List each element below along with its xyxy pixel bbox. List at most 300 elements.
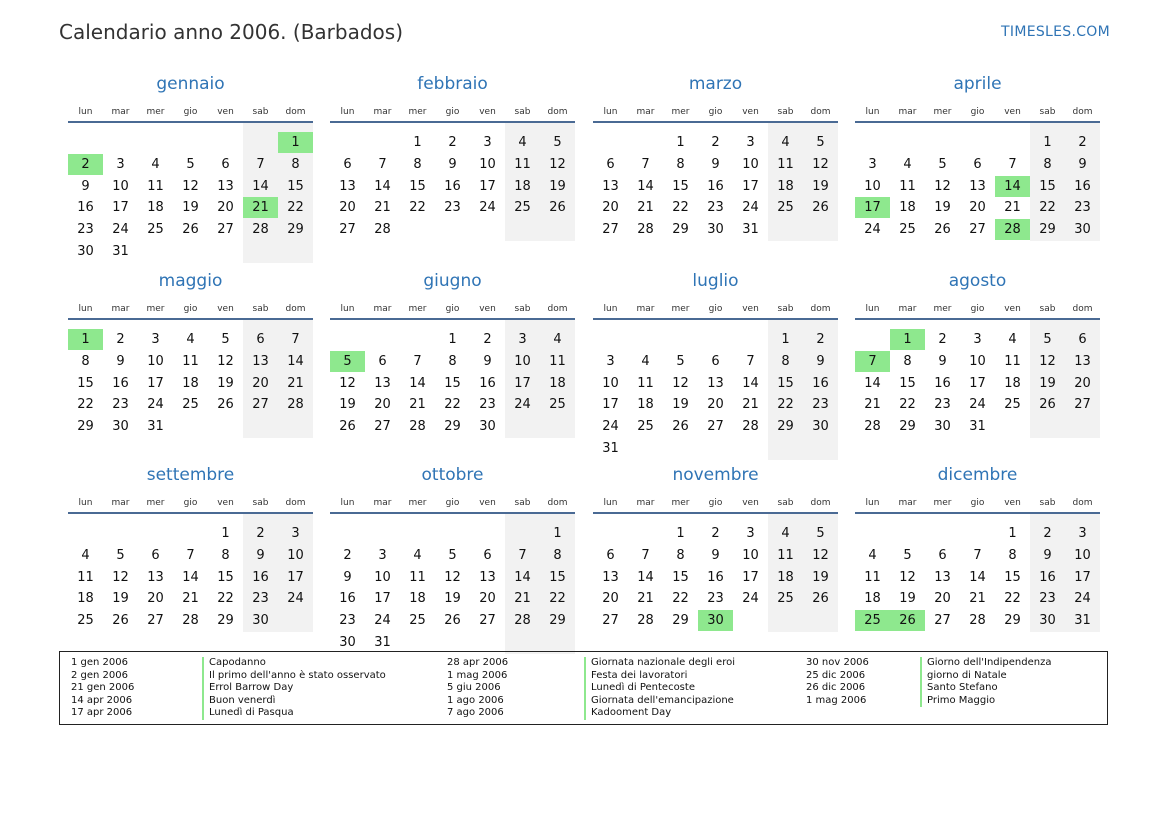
day-cell: 23	[812, 397, 829, 413]
day-cell: 17	[479, 178, 496, 194]
day-cell: 16	[1074, 178, 1091, 194]
day-cell: 17	[1074, 569, 1091, 585]
day-cell: 20	[147, 591, 164, 607]
day-cell: 22	[1004, 591, 1021, 607]
day-cell: 6	[221, 156, 230, 172]
day-cell: 3	[868, 156, 877, 172]
weekday-header: mar	[898, 498, 917, 508]
day-cell: 16	[479, 375, 496, 391]
weekday-header: sab	[777, 304, 794, 314]
day-cell: 16	[444, 178, 461, 194]
day-cell: 10	[864, 178, 881, 194]
day-cell: 28	[252, 222, 269, 238]
weekday-header: sab	[514, 107, 531, 117]
day-cell: 31	[742, 222, 759, 238]
day-cell: 11	[182, 353, 199, 369]
day-cell: 3	[606, 353, 615, 369]
legend-date: 1 mag 2006	[806, 694, 867, 706]
weekday-header: dom	[810, 304, 831, 314]
day-cell: 22	[409, 200, 426, 216]
day-cell: 18	[549, 375, 566, 391]
weekday-header: ven	[217, 304, 234, 314]
day-cell: 18	[147, 200, 164, 216]
day-cell: 12	[217, 353, 234, 369]
day-cell: 23	[707, 591, 724, 607]
day-cell: 7	[746, 353, 755, 369]
legend-holiday-name: giorno di Natale	[927, 669, 1007, 681]
day-cell: 21	[374, 200, 391, 216]
legend-date: 1 ago 2006	[447, 694, 504, 706]
day-cell: 3	[291, 526, 300, 541]
day-cell: 3	[746, 135, 755, 150]
holiday-day-cell: 1	[68, 329, 103, 350]
day-cell: 2	[816, 332, 825, 347]
weekday-header: mer	[933, 107, 952, 117]
day-cell: 27	[339, 222, 356, 238]
day-cell: 2	[448, 135, 457, 150]
day-cell: 14	[864, 375, 881, 391]
day-cell: 8	[1008, 547, 1017, 563]
day-cell: 20	[374, 397, 391, 413]
weekday-header: ven	[742, 498, 759, 508]
day-cell: 22	[77, 397, 94, 413]
day-cell: 11	[409, 569, 426, 585]
day-cell: 29	[672, 222, 689, 238]
day-cell: 24	[602, 419, 619, 435]
legend-date: 28 apr 2006	[447, 657, 509, 668]
day-cell: 23	[112, 397, 129, 413]
holiday-day-cell: 5	[330, 351, 365, 372]
day-cell: 2	[116, 332, 125, 347]
day-cell: 25	[77, 613, 94, 629]
day-cell: 7	[291, 332, 300, 347]
day-cell: 4	[1008, 332, 1017, 347]
day-cell: 18	[637, 397, 654, 413]
day-cell: 1	[553, 526, 562, 541]
day-cell: 24	[742, 200, 759, 216]
day-cell: 21	[409, 397, 426, 413]
legend-date: 17 apr 2006	[71, 707, 133, 719]
day-cell: 8	[781, 353, 790, 369]
day-cell: 17	[147, 375, 164, 391]
day-cell: 5	[553, 135, 562, 150]
day-cell: 6	[483, 547, 492, 563]
day-cell: 6	[606, 547, 615, 563]
day-cell: 5	[816, 135, 825, 150]
legend-column-3-dates	[806, 657, 869, 707]
month-name: maggio	[158, 271, 223, 291]
weekday-header: sab	[514, 498, 531, 508]
day-cell: 18	[864, 591, 881, 607]
day-cell: 23	[1074, 200, 1091, 216]
day-cell: 5	[186, 156, 195, 172]
legend-date: 21 gen 2006	[71, 682, 135, 694]
legend-column-2-names	[591, 657, 735, 720]
weekday-header: gio	[970, 498, 985, 508]
weekday-header: lun	[603, 304, 618, 314]
day-cell: 29	[549, 613, 566, 629]
weekday-header: gio	[445, 304, 460, 314]
day-cell: 10	[479, 156, 496, 172]
legend-date: 2 gen 2006	[71, 669, 129, 681]
day-cell: 1	[676, 526, 685, 541]
day-cell: 11	[777, 547, 794, 563]
day-cell: 10	[1074, 547, 1091, 563]
day-cell: 9	[711, 156, 720, 172]
weekday-header: sab	[777, 498, 794, 508]
day-cell: 26	[1039, 397, 1056, 413]
day-cell: 9	[116, 353, 125, 369]
weekday-header: dom	[285, 107, 306, 117]
day-cell: 25	[549, 397, 566, 413]
weekday-header: gio	[183, 498, 198, 508]
weekday-header: ven	[217, 107, 234, 117]
day-cell: 22	[899, 397, 916, 413]
weekday-header: mer	[146, 304, 165, 314]
day-cell: 13	[217, 178, 234, 194]
day-cell: 8	[676, 156, 685, 172]
day-cell: 20	[707, 397, 724, 413]
day-cell: 4	[518, 135, 527, 150]
day-cell: 3	[151, 332, 160, 347]
day-cell: 14	[287, 353, 304, 369]
day-cell: 11	[514, 156, 531, 172]
holiday-day-cell: 28	[995, 219, 1030, 240]
day-cell: 8	[1043, 156, 1052, 172]
day-cell: 18	[777, 569, 794, 585]
day-cell: 20	[217, 200, 234, 216]
weekday-header: ven	[1004, 498, 1021, 508]
day-cell: 25	[777, 200, 794, 216]
day-cell: 6	[711, 353, 720, 369]
day-cell: 1	[221, 526, 230, 541]
day-cell: 12	[549, 156, 566, 172]
day-cell: 8	[291, 156, 300, 172]
weekday-header: gio	[183, 304, 198, 314]
day-cell: 25	[899, 222, 916, 238]
day-cell: 22	[1039, 200, 1056, 216]
day-cell: 23	[77, 222, 94, 238]
month-name: giugno	[423, 271, 482, 291]
day-cell: 21	[287, 375, 304, 391]
legend-column-2-dates	[447, 657, 508, 720]
day-cell: 14	[374, 178, 391, 194]
day-cell: 21	[969, 591, 986, 607]
day-cell: 15	[409, 178, 426, 194]
weekday-header: dom	[1072, 304, 1093, 314]
day-cell: 5	[448, 547, 457, 563]
weekday-header: ven	[217, 498, 234, 508]
day-cell: 7	[256, 156, 265, 172]
day-cell: 7	[413, 353, 422, 369]
day-cell: 21	[514, 591, 531, 607]
day-cell: 9	[81, 178, 90, 194]
day-cell: 7	[641, 156, 650, 172]
holiday-day-cell: 1	[890, 329, 925, 350]
day-cell: 8	[221, 547, 230, 563]
day-cell: 8	[81, 353, 90, 369]
day-cell: 22	[777, 397, 794, 413]
day-cell: 31	[374, 635, 391, 650]
day-cell: 10	[602, 375, 619, 391]
weekday-header: sab	[252, 498, 269, 508]
weekday-header: sab	[777, 107, 794, 117]
weekday-header: ven	[479, 304, 496, 314]
day-cell: 3	[518, 332, 527, 347]
day-cell: 16	[707, 569, 724, 585]
day-cell: 25	[1004, 397, 1021, 413]
weekday-header: gio	[445, 498, 460, 508]
day-cell: 2	[256, 526, 265, 541]
weekday-header: mar	[111, 304, 130, 314]
day-cell: 13	[252, 353, 269, 369]
day-cell: 9	[1078, 156, 1087, 172]
weekday-header: sab	[252, 107, 269, 117]
day-cell: 15	[77, 375, 94, 391]
day-cell: 5	[816, 526, 825, 541]
day-cell: 8	[676, 547, 685, 563]
day-cell: 22	[549, 591, 566, 607]
day-cell: 4	[186, 332, 195, 347]
legend-color-marker	[202, 657, 204, 720]
day-cell: 5	[1043, 332, 1052, 347]
day-cell: 20	[602, 591, 619, 607]
weekday-header: gio	[708, 304, 723, 314]
weekday-header: mar	[373, 304, 392, 314]
day-cell: 3	[1078, 526, 1087, 541]
day-cell: 26	[112, 613, 129, 629]
day-cell: 28	[637, 613, 654, 629]
weekday-header: dom	[1072, 107, 1093, 117]
day-cell: 31	[147, 419, 164, 435]
day-cell: 29	[777, 419, 794, 435]
day-cell: 6	[378, 353, 387, 369]
day-cell: 29	[1039, 222, 1056, 238]
day-cell: 22	[287, 200, 304, 216]
day-cell: 27	[602, 613, 619, 629]
weekday-header: dom	[1072, 498, 1093, 508]
day-cell: 1	[1008, 526, 1017, 541]
weekday-header: gio	[970, 107, 985, 117]
day-cell: 30	[252, 613, 269, 629]
weekday-header: mer	[671, 107, 690, 117]
day-cell: 27	[374, 419, 391, 435]
day-cell: 12	[812, 156, 829, 172]
month-name: novembre	[672, 465, 759, 485]
weekday-header: dom	[547, 107, 568, 117]
day-cell: 10	[514, 353, 531, 369]
weekday-header: gio	[708, 498, 723, 508]
weekday-header: gio	[183, 107, 198, 117]
holiday-day-cell: 1	[278, 132, 313, 153]
day-cell: 12	[812, 547, 829, 563]
day-cell: 5	[116, 547, 125, 563]
month-name: luglio	[692, 271, 739, 291]
month-name: febbraio	[417, 74, 488, 94]
day-cell: 15	[1004, 569, 1021, 585]
day-cell: 4	[903, 156, 912, 172]
day-cell: 30	[707, 222, 724, 238]
day-cell: 23	[444, 200, 461, 216]
day-cell: 27	[602, 222, 619, 238]
day-cell: 19	[899, 591, 916, 607]
day-cell: 20	[479, 591, 496, 607]
weekday-header: mar	[111, 498, 130, 508]
legend-color-marker	[920, 657, 922, 707]
day-cell: 4	[781, 526, 790, 541]
day-cell: 18	[514, 178, 531, 194]
day-cell: 9	[1043, 547, 1052, 563]
weekday-header: mar	[898, 107, 917, 117]
day-cell: 5	[676, 353, 685, 369]
day-cell: 9	[711, 547, 720, 563]
day-cell: 1	[781, 332, 790, 347]
day-cell: 26	[812, 200, 829, 216]
day-cell: 13	[602, 569, 619, 585]
day-cell: 13	[147, 569, 164, 585]
day-cell: 12	[339, 375, 356, 391]
day-cell: 22	[672, 591, 689, 607]
day-cell: 17	[742, 569, 759, 585]
weekday-header: dom	[810, 107, 831, 117]
day-cell: 21	[637, 591, 654, 607]
day-cell: 24	[112, 222, 129, 238]
day-cell: 19	[549, 178, 566, 194]
weekday-header: sab	[252, 304, 269, 314]
weekday-header: lun	[340, 304, 355, 314]
day-cell: 24	[1074, 591, 1091, 607]
weekday-header: mar	[636, 498, 655, 508]
legend-holiday-name: Capodanno	[209, 657, 266, 668]
month-name: agosto	[948, 271, 1007, 291]
holiday-day-cell: 21	[243, 197, 278, 218]
day-cell: 8	[903, 353, 912, 369]
legend-date: 26 dic 2006	[806, 682, 866, 694]
day-cell: 13	[707, 375, 724, 391]
legend-date: 1 gen 2006	[71, 657, 129, 668]
day-cell: 24	[147, 397, 164, 413]
day-cell: 18	[77, 591, 94, 607]
weekday-header: lun	[340, 107, 355, 117]
day-cell: 7	[641, 547, 650, 563]
weekday-header: ven	[1004, 304, 1021, 314]
legend-holiday-name: Kadooment Day	[591, 707, 672, 719]
day-cell: 13	[934, 569, 951, 585]
weekday-header: dom	[547, 498, 568, 508]
day-cell: 14	[969, 569, 986, 585]
weekday-header: mar	[373, 107, 392, 117]
day-cell: 28	[374, 222, 391, 238]
day-cell: 30	[812, 419, 829, 435]
day-cell: 31	[112, 244, 129, 259]
day-cell: 27	[147, 613, 164, 629]
weekday-header: mer	[146, 498, 165, 508]
legend-holiday-name: Errol Barrow Day	[209, 682, 294, 694]
legend-date: 7 ago 2006	[447, 707, 504, 719]
day-cell: 2	[938, 332, 947, 347]
day-cell: 14	[182, 569, 199, 585]
weekday-header: lun	[865, 498, 880, 508]
day-cell: 25	[514, 200, 531, 216]
day-cell: 3	[378, 547, 387, 563]
day-cell: 6	[938, 547, 947, 563]
day-cell: 18	[1004, 375, 1021, 391]
day-cell: 2	[343, 547, 352, 563]
site-brand-link[interactable]: TIMESLES.COM	[1001, 24, 1110, 40]
day-cell: 10	[287, 547, 304, 563]
legend-date: 25 dic 2006	[806, 669, 866, 681]
legend-column-3-names	[927, 657, 1052, 707]
day-cell: 17	[742, 178, 759, 194]
day-cell: 11	[549, 353, 566, 369]
day-cell: 27	[969, 222, 986, 238]
day-cell: 15	[1039, 178, 1056, 194]
day-cell: 29	[444, 419, 461, 435]
day-cell: 9	[343, 569, 352, 585]
day-cell: 17	[287, 569, 304, 585]
legend-holiday-name: Lunedì di Pentecoste	[591, 682, 695, 694]
day-cell: 29	[287, 222, 304, 238]
day-cell: 28	[287, 397, 304, 413]
legend-holiday-name: Festa dei lavoratori	[591, 669, 688, 681]
day-cell: 30	[479, 419, 496, 435]
day-cell: 21	[182, 591, 199, 607]
day-cell: 7	[378, 156, 387, 172]
weekday-header: mer	[933, 498, 952, 508]
day-cell: 25	[147, 222, 164, 238]
day-cell: 5	[938, 156, 947, 172]
day-cell: 10	[374, 569, 391, 585]
holiday-day-cell: 25	[855, 610, 890, 631]
legend-date: 5 giu 2006	[447, 682, 501, 694]
day-cell: 4	[641, 353, 650, 369]
day-cell: 2	[1043, 526, 1052, 541]
day-cell: 30	[77, 244, 94, 259]
legend-holiday-name: Giorno dell'Indipendenza	[927, 657, 1052, 668]
weekday-header: ven	[479, 107, 496, 117]
month-name: gennaio	[156, 74, 225, 94]
day-cell: 29	[77, 419, 94, 435]
day-cell: 30	[112, 419, 129, 435]
legend-holiday-name: Il primo dell'anno è stato osservato	[209, 669, 386, 681]
legend-holiday-name: Giornata nazionale degli eroi	[591, 657, 735, 668]
weekday-header: lun	[78, 304, 93, 314]
day-cell: 11	[864, 569, 881, 585]
weekday-header: ven	[1004, 107, 1021, 117]
day-cell: 6	[1078, 332, 1087, 347]
day-cell: 16	[707, 178, 724, 194]
day-cell: 24	[742, 591, 759, 607]
holiday-day-cell: 7	[855, 351, 890, 372]
day-cell: 19	[812, 178, 829, 194]
month-name: dicembre	[937, 465, 1018, 485]
month-name: settembre	[146, 465, 235, 485]
day-cell: 28	[864, 419, 881, 435]
day-cell: 22	[672, 200, 689, 216]
holiday-day-cell: 26	[890, 610, 925, 631]
weekday-header: mar	[111, 107, 130, 117]
day-cell: 2	[711, 526, 720, 541]
weekday-header: lun	[78, 498, 93, 508]
weekday-header: sab	[1039, 304, 1056, 314]
day-cell: 15	[217, 569, 234, 585]
day-cell: 10	[112, 178, 129, 194]
day-cell: 24	[969, 397, 986, 413]
day-cell: 26	[444, 613, 461, 629]
day-cell: 24	[374, 613, 391, 629]
day-cell: 26	[934, 222, 951, 238]
day-cell: 28	[969, 613, 986, 629]
